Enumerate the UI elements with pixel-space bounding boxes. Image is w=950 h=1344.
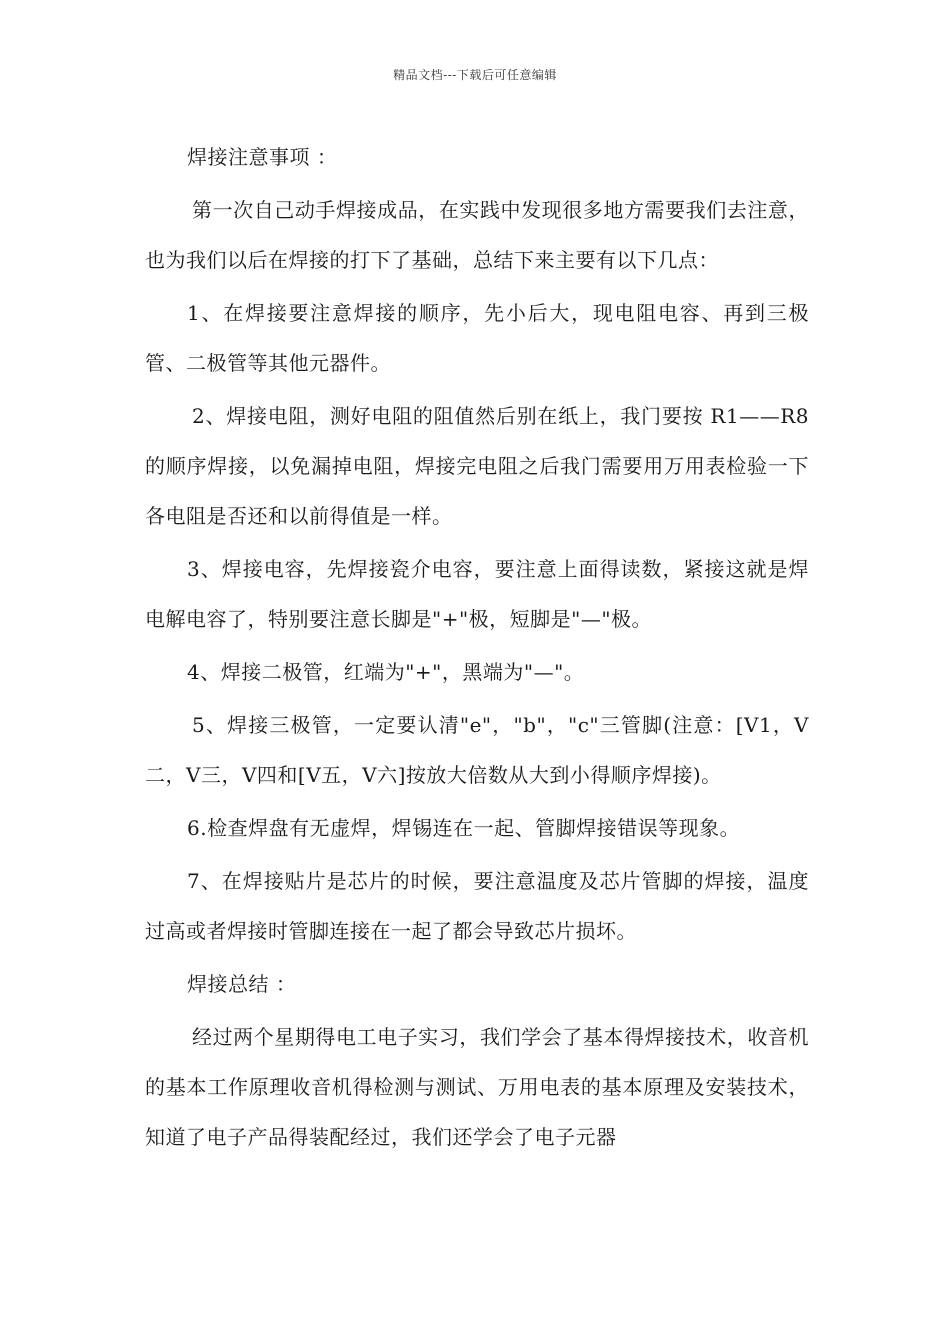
- intro-paragraph: 第一次自己动手焊接成品，在实践中发现很多地方需要我们去注意，也为我们以后在焊接的打下了基础，总结下来主要有以下几点：: [145, 198, 809, 272]
- section-heading-summary: 焊接总结 ：: [187, 972, 297, 996]
- note-item-7: 7、在焊接贴片是芯片的时候，要注意温度及芯片管脚的焊接，温度过高或者焊接时管脚连接在一起了都会导致芯片损坏。: [145, 869, 809, 943]
- note-item-2: 2、焊接电阻，测好电阻的阻值然后别在纸上，我门要按 R1——R8 的顺序焊接，以免漏掉电阻，焊接完电阻之后我门需要用万用表检验一下各电阻是否还和以前得值是一样。: [145, 404, 809, 528]
- section-heading-notes: 焊接注意事项 ：: [187, 145, 338, 169]
- note-item-3: 3、焊接电容，先焊接瓷介电容，要注意上面得读数，紧接这就是焊电解电容了，特别要注意长脚是"+"极，短脚是"—"极。: [145, 557, 809, 631]
- note-item-1: 1、在焊接要注意焊接的顺序，先小后大，现电阻电容、再到三极管、二极管等其他元器件。: [145, 301, 809, 375]
- document-body: [145, 132, 809, 1165]
- note-item-5: 5、焊接三极管，一定要认清"e"，"b"，"c"三管脚(注意：[V1，V二，V三，V四和[V五，V六]按放大倍数从大到小得顺序焊接)。: [145, 713, 809, 787]
- note-item-4: 4、焊接二极管，红端为"+"，黑端为"—"。: [187, 660, 585, 684]
- summary-paragraph: 经过两个星期得电工电子实习，我们学会了基本得焊接技术，收音机的基本工作原理收音机得检测与测试、万用电表的基本原理及安装技术，知道了电子产品得装配经过，我们还学会了电子元器: [145, 1025, 809, 1149]
- page-header: 精品文档---下载后可任意编辑: [393, 68, 557, 82]
- note-item-6: 6.检查焊盘有无虚焊，焊锡连在一起、管脚焊接错误等现象。: [187, 816, 741, 840]
